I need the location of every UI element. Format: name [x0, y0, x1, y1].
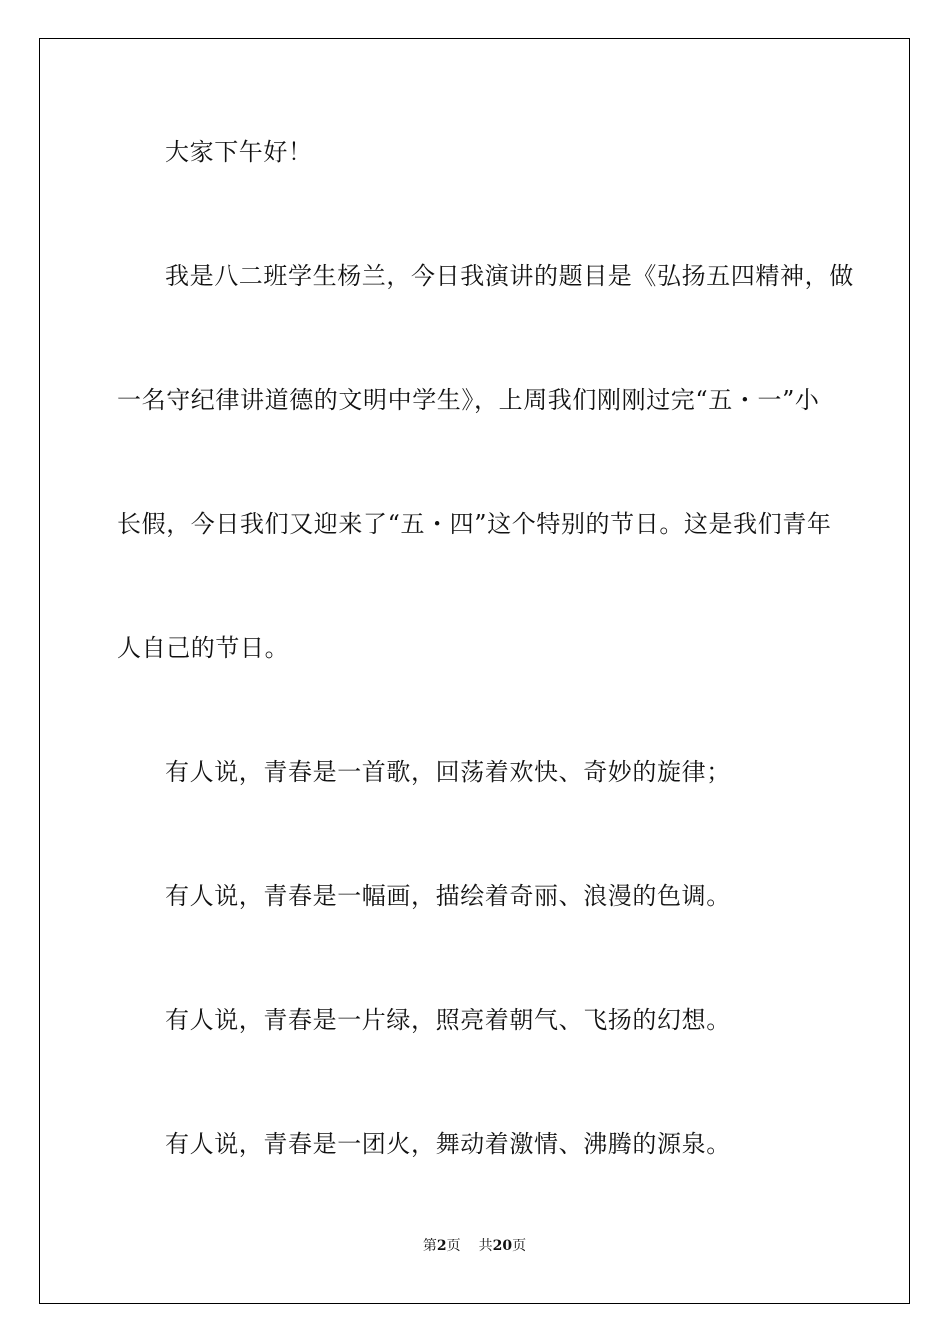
paragraph-2-line: 有人说，青春是一首歌，回荡着欢快、奇妙的旋律； — [165, 758, 731, 786]
total-prefix: 共 — [478, 1238, 493, 1254]
paragraph-1-line-1: 我是八二班学生杨兰，今日我演讲的题目是《弘扬五四精神，做 — [165, 262, 854, 290]
total-suffix: 页 — [512, 1238, 527, 1254]
paragraph-3-line: 有人说，青春是一幅画，描绘着奇丽、浪漫的色调。 — [165, 882, 731, 910]
paragraph-5-line: 有人说，青春是一团火，舞动着激情、沸腾的源泉。 — [165, 1130, 731, 1158]
page-prefix: 第 — [422, 1238, 437, 1254]
total-pages: 20 — [492, 1238, 513, 1254]
document-page — [39, 38, 910, 1304]
page-suffix: 页 — [446, 1238, 461, 1254]
paragraph-1-line-2: 一名守纪律讲道德的文明中学生》，上周我们刚刚过完“五・一”小 — [117, 386, 820, 414]
greeting-line: 大家下午好！ — [165, 138, 313, 166]
paragraph-1-line-4: 人自己的节日。 — [117, 634, 290, 662]
page-number: 2 — [436, 1238, 447, 1254]
paragraph-1-line-3: 长假，今日我们又迎来了“五・四”这个特别的节日。这是我们青年 — [117, 510, 832, 538]
page-footer — [40, 1235, 909, 1255]
paragraph-4-line: 有人说，青春是一片绿，照亮着朝气、飞扬的幻想。 — [165, 1006, 731, 1034]
